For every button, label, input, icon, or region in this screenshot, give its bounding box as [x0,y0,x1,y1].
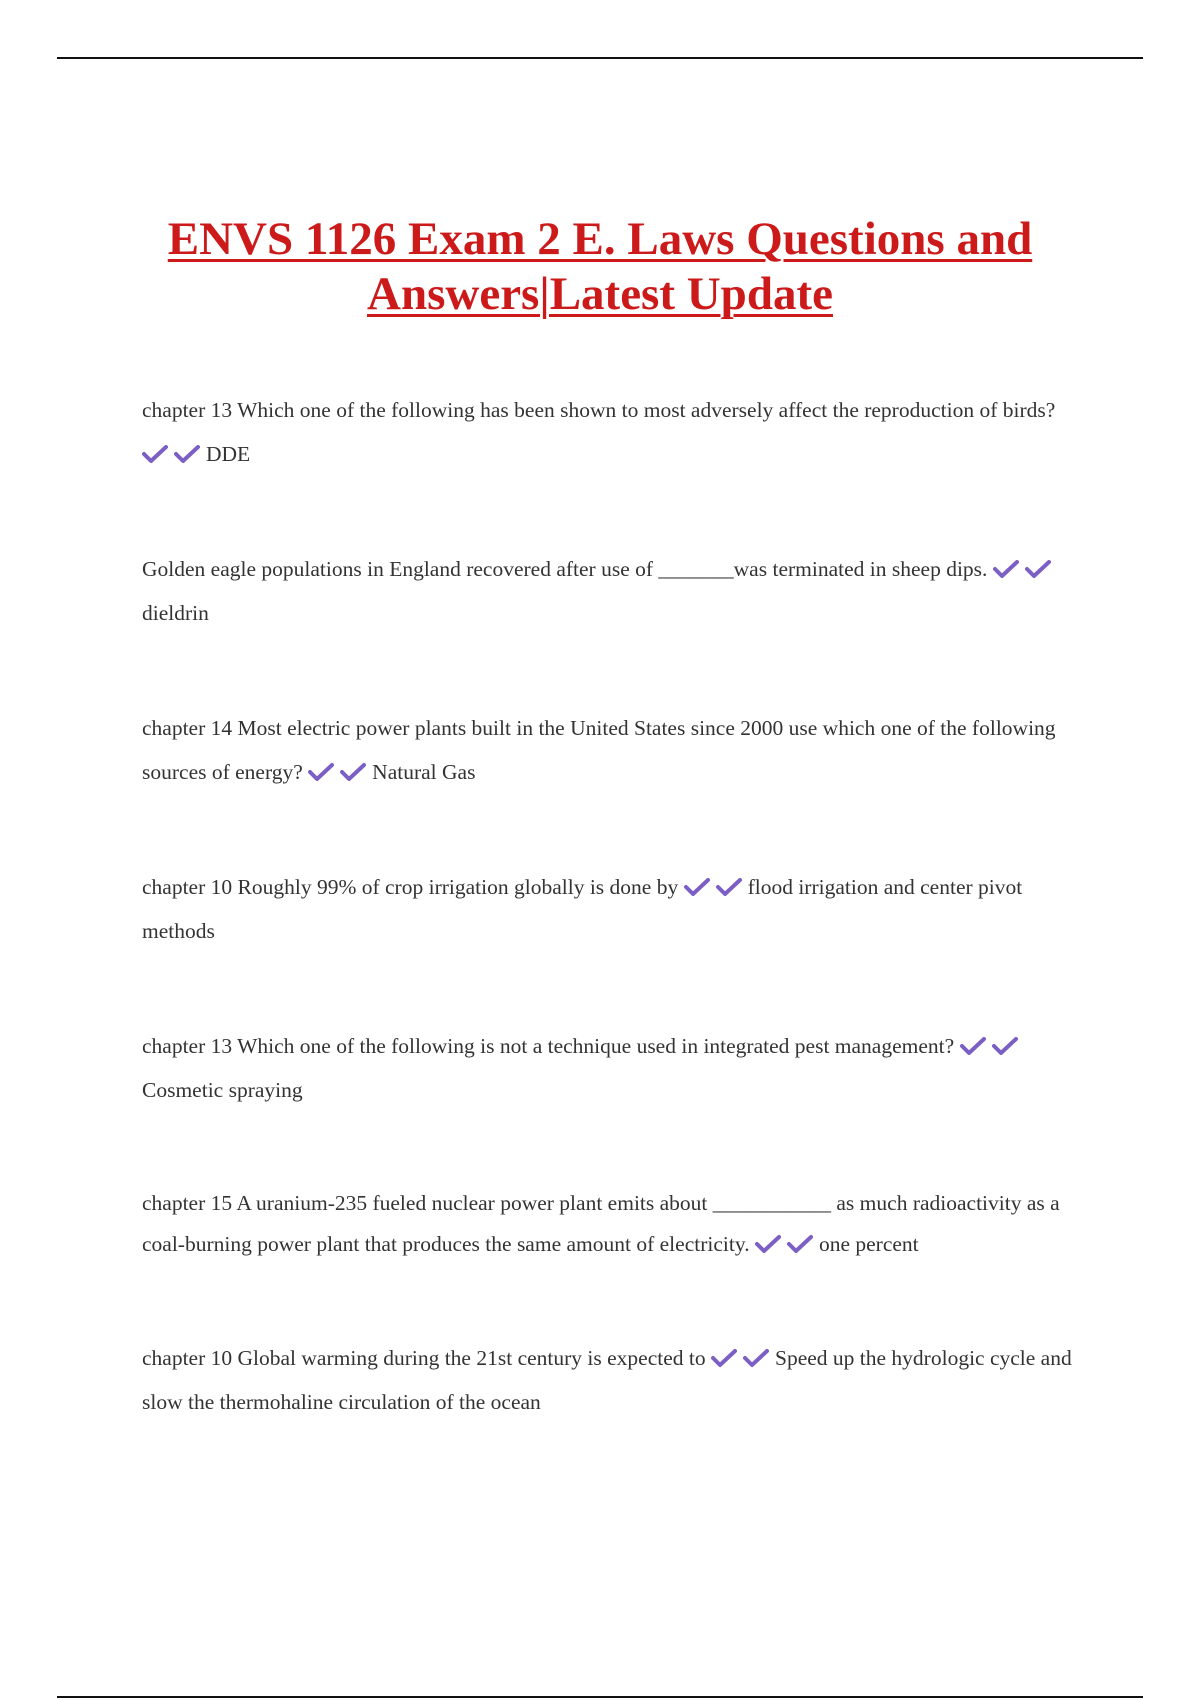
checkmark-icon [716,877,742,897]
question-text: chapter 13 Which one of the following has been shown to most adversely affect the reproduction of birds? [142,398,1056,422]
qa-item [142,706,1072,794]
qa-item [142,1024,1072,1112]
checkmark-icon [960,1036,986,1056]
qa-list [142,388,1072,1424]
qa-item [142,388,1072,476]
document-title: ENVS 1126 Exam 2 E. Laws Questions and Answers|Latest Update [167,213,1033,320]
answer-text: Natural Gas [372,760,476,784]
answer-text: DDE [206,442,251,466]
checkmark-icon [340,762,366,782]
checkmark-icon [308,762,334,782]
top-rule [57,57,1143,59]
checkmark-icon [711,1348,737,1368]
question-text: Golden eagle populations in England recovered after use of _______was terminated in sheep dips. [142,557,988,581]
checkmark-icon [743,1348,769,1368]
checkmark-icon [1025,559,1051,579]
checkmark-icon [174,444,200,464]
question-text: chapter 10 Roughly 99% of crop irrigation globally is done by [142,875,679,899]
checkmark-icon [787,1234,813,1254]
bottom-rule [57,1696,1143,1698]
question-text: chapter 14 Most electric power plants built in the United States since 2000 use which one of the following sources of energy? [142,716,1056,784]
answer-text: dieldrin [142,601,209,625]
answer-text: flood irrigation and center pivot methods [142,875,1023,943]
qa-item [142,1183,1072,1265]
answer-text: one percent [818,1232,919,1256]
qa-item [142,547,1072,635]
answer-text: Speed up the hydrologic cycle and slow the thermohaline circulation of the ocean [142,1346,1072,1414]
checkmark-icon [142,444,168,464]
question-text: chapter 10 Global warming during the 21st century is expected to [142,1346,706,1370]
qa-item [142,865,1072,953]
checkmark-icon [993,559,1019,579]
checkmark-icon [755,1234,781,1254]
answer-text: Cosmetic spraying [142,1078,303,1102]
question-text: chapter 15 A uranium-235 fueled nuclear power plant emits about ___________ as much radioactivity as a coal-burning power plant that produces the same amount of electricity. [142,1191,1060,1256]
qa-item [142,1336,1072,1424]
question-text: chapter 13 Which one of the following is not a technique used in integrated pest management? [142,1034,955,1058]
checkmark-icon [992,1036,1018,1056]
checkmark-icon [684,877,710,897]
